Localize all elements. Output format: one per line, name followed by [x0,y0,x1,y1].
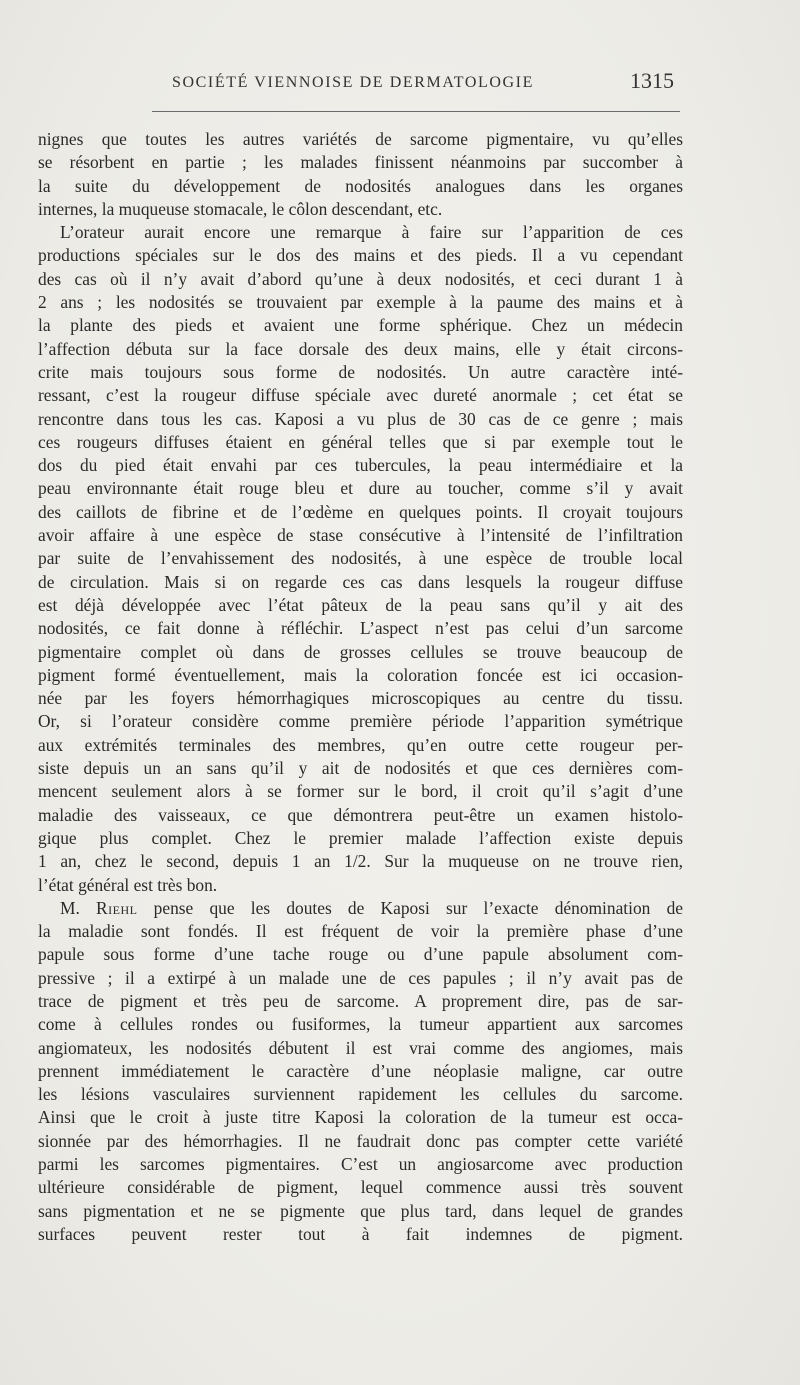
text-line: ressant, c’est la rougeur diffuse spéciale avec dureté anormale ; cet état se [38,385,683,406]
text-line: internes, la muqueuse stomacale, le côlon descendant, etc. [38,198,443,219]
text-line: prennent immédiatement le caractère d’une néoplasie maligne, car outre [38,1060,683,1081]
speaker-paragraph-first-line [38,897,683,920]
text-line: pigmentaire complet où dans de grosses cellules se trouve beaucoup de [38,641,683,662]
text-line: par suite de l’envahissement des nodosités, à une espèce de trouble local [38,548,683,569]
text-line: rencontre dans tous les cas. Kaposi a vu plus de 30 cas de ce genre ; mais [38,408,683,429]
text-line: de circulation. Mais si on regarde ces cas dans lesquels la rougeur diffuse [38,571,683,592]
text-line: sans pigmentation et ne se pigmente que plus tard, dans lequel de grandes [38,1200,683,1221]
speaker-name: Riehl [96,897,138,918]
text-line: des caillots de fibrine et de l’œdème en quelques points. Il croyait toujours [38,501,683,522]
text-line: pigment formé éventuellement, mais la coloration foncée est ici occasion- [38,664,683,685]
text-line: siste depuis un an sans qu’il y ait de nodosités et que ces dernières com- [38,758,683,779]
text-line: trace de pigment et très peu de sarcome. A proprement dire, pas de sar- [38,990,683,1011]
text-line: 2 ans ; les nodosités se trouvaient par exemple à la paume des mains et à [38,292,683,313]
text-line: avoir affaire à une espèce de stase consécutive à l’intensité de l’infiltration [38,525,683,546]
text-line: pressive ; il a extirpé à un malade une de ces papules ; il n’y avait pas de [38,967,683,988]
text-line: sionnée par des hémorrhagies. Il ne faudrait donc pas compter cette variété [38,1130,683,1151]
text-line: les lésions vasculaires surviennent rapidement les cellules du sarcome. [38,1084,683,1105]
page-number: 1315 [630,68,674,93]
text-line: gique plus complet. Chez le premier malade l’affection existe depuis [38,827,683,848]
text-line: crite mais toujours sous forme de nodosités. Un autre caractère inté- [38,361,683,382]
text-line: l’affection débuta sur la face dorsale des deux mains, elle y était circons- [38,338,683,359]
text-line: pense que les doutes de Kaposi sur l’exacte dénomination de [153,897,683,918]
speaker-prefix: M. [60,897,80,918]
text-line: maladie des vaisseaux, ce que démontrera peut-être un examen histolo- [38,804,683,825]
text-line: aux extrémités terminales des membres, qu’en outre cette rougeur per- [38,734,683,755]
text-line: la maladie sont fondés. Il est fréquent de voir la première phase d’une [38,921,683,942]
text-line: ces rougeurs diffuses étaient en général telles que si par exemple tout le [38,431,683,452]
text-line: est déjà développée avec l’état pâteux de la peau sans qu’il y ait des [38,594,683,615]
text-line: peau environnante était rouge bleu et dure au toucher, comme s’il y avait [38,478,683,499]
text-line: 1 an, chez le second, depuis 1 an 1/2. Sur la muqueuse on ne trouve rien, [38,851,683,872]
text-line: papule sous forme d’une tache rouge ou d’une papule absolument com- [38,944,683,965]
text-line: dos du pied était envahi par ces tubercules, la peau intermédiaire et la [38,455,683,476]
text-line: nodosités, ce fait donne à réfléchir. L’aspect n’est pas celui d’un sarcome [38,618,683,639]
text-line: se résorbent en partie ; les malades finissent néanmoins par succomber à [38,152,683,173]
running-head [0,68,800,98]
text-line: parmi les sarcomes pigmentaires. C’est un angiosarcome avec production [38,1154,683,1175]
text-line: née par les foyers hémorrhagiques microscopiques au centre du tissu. [38,688,683,709]
text-line: la suite du développement de nodosités analogues dans les organes [38,175,683,196]
text-line [38,1246,683,1269]
text-line: angiomateux, les nodosités débutent il est vrai comme des angiomes, mais [38,1037,683,1058]
text-line: Ainsi que le croit à juste titre Kaposi la coloration de la tumeur est occa- [38,1107,683,1128]
text-line: come à cellules rondes ou fusiformes, la tumeur appartient aux sarcomes [38,1014,683,1035]
text-line: productions spéciales sur le dos des mains et des pieds. Il a vu cependant [38,245,683,266]
body-text [38,128,683,1270]
text-line: nignes que toutes les autres variétés de sarcome pigmentaire, vu qu’elles [38,129,683,149]
header-rule [152,111,680,112]
text-line: l’état général est très bon. [38,874,218,895]
text-line: la plante des pieds et avaient une forme sphérique. Chez un médecin [38,315,683,336]
text-line: surfaces peuvent rester tout à fait indemnes de pigment. [38,1223,683,1244]
text-line: des cas où il n’y avait d’abord qu’une à deux nodosités, et ceci durant 1 à [38,268,683,289]
text-line: ultérieure considérable de pigment, lequel commence aussi très souvent [38,1177,683,1198]
running-title: SOCIÉTÉ VIENNOISE DE DERMATOLOGIE [172,74,534,91]
text-line: Or, si l’orateur considère comme première période l’apparition symétrique [38,711,683,732]
text-line: L’orateur aurait encore une remarque à faire sur l’apparition de ces [60,222,683,243]
text-line: mencent seulement alors à se former sur le bord, il croit qu’il s’agit d’une [38,781,683,802]
